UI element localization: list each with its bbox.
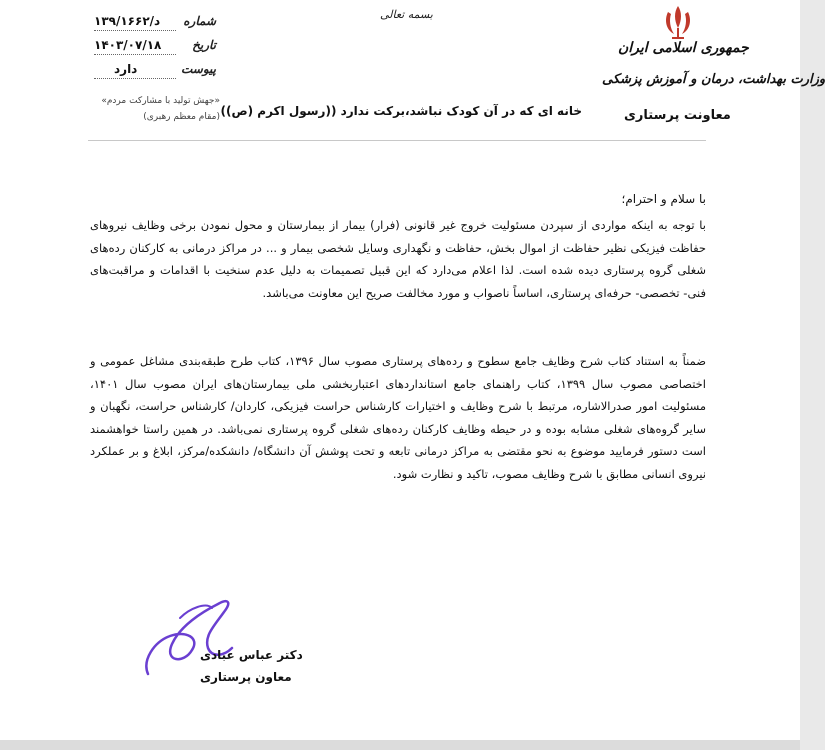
bismillah: بسمه تعالی [380, 8, 433, 21]
attachment-line [94, 78, 176, 79]
greeting: با سلام و احترام؛ [621, 192, 706, 206]
body-paragraph-2: ضمناً به استناد کتاب شرح وظایف جامع سطوح و رده‌های پرستاری مصوب سال ۱۳۹۶، کتاب طرح طبقه‌بندی مشاغل عمومی و اختصاصی مصوب سال ۱۳۹۹، کتاب راهنمای جامع استانداردهای اعتباربخشی ملی بیمارستان‌های ایران مصوب سال ۱۴۰۱، مسئولیت امور صدرالاشاره، مرتبط با شرح وظایف و اختیارات کارشناس حراست فیزیکی، کاردان/ کارشناس حراست، نگهبان و سایر گروه‌های شغلی مشابه بوده و در حیطه وظایف کارکنان رده‌های شغلی گروه پرستاری نمی‌باشد. در همین راستا خواهشمند است دستور فرمایید موضوع به نحو مقتضی به مراکز درمانی تابعه و تحت پوشش آن دانشگاه/ دانشکده/مرکز، ابلاغ و بر عملکرد نیروی انسانی مطابق با شرح وظایف مصوب، تاکید و نظارت شود. [90, 354, 706, 481]
date-row [94, 38, 216, 58]
header-divider [88, 140, 706, 141]
number-row [94, 14, 216, 34]
attachment-row [94, 62, 216, 82]
republic-title: جمهوری اسلامی ایران [618, 40, 749, 56]
image-border [0, 740, 800, 750]
ministry-title: وزارت بهداشت، درمان و آموزش پزشکی [602, 72, 825, 87]
attachment-label: پیوست [181, 62, 216, 76]
signer-title: معاون پرستاری [200, 670, 292, 684]
number-label: شماره [183, 14, 216, 28]
attachment-value: دارد [114, 62, 138, 76]
iran-emblem-icon [660, 2, 696, 42]
slogan-source: (مقام معظم رهبری) [143, 112, 220, 122]
number-value: د/۱۳۹/۱۶۶۲ [94, 14, 161, 28]
date-label: تاریخ [192, 38, 216, 52]
slogan: «جهش تولید با مشارکت مردم» [101, 96, 220, 106]
department-title: معاونت پرستاری [624, 108, 731, 123]
date-value: ۱۴۰۳/۰۷/۱۸ [94, 38, 162, 52]
body-paragraph-1: با توجه به اینکه مواردی از سپردن مسئولیت خروج غیر قانونی (فرار) بیمار از بیمارستان و محول نمودن برخی وظایف نیروهای حفاظت فیزیکی نظیر حفاظت از اموال بخش، حفاظت و نگهداری وسایل شخصی بیمار و ... در مراکز درمانی به کارکنان رده‌های شغلی گروه پرستاری دیده شده است. لذا اعلام می‌دارد که این قبیل تصمیمات به دلیل عدم سنخیت با اقدامات و مراقبت‌های فنی- تخصصی- حرفه‌ای پرستاری، اساساً ناصواب و مورد مخالفت صریح این معاونت می‌باشد. [90, 218, 706, 300]
signer-name: دکتر عباس عبادی [200, 648, 303, 662]
hadith-line: خانه ای که در آن کودک نباشد،برکت ندارد ((رسول اکرم (ص)) [220, 104, 582, 118]
date-line [94, 54, 176, 55]
number-line [94, 30, 176, 31]
